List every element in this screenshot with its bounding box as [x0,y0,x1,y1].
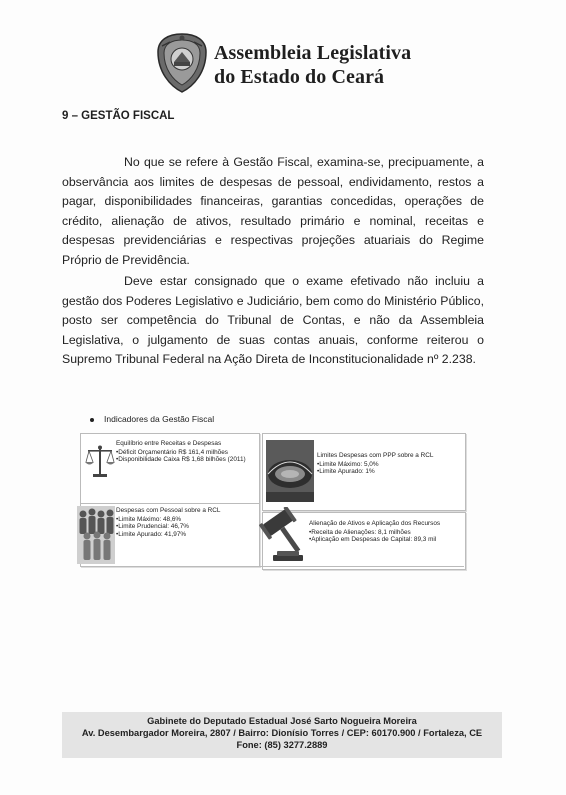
organization-name-line2: do Estado do Ceará [214,66,385,88]
organization-name-line1: Assembleia Legislativa [214,42,412,64]
footer [62,712,502,758]
box-ppp-item: •Limite Máximo: 5,0% [317,460,379,468]
box-assets-title: Alienação de Ativos e Aplicação dos Recursos [309,520,441,527]
bullet-icon [90,418,94,422]
indicators-heading-text: Indicadores da Gestão Fiscal [104,414,215,424]
box-personnel-title: Despesas com Pessoal sobre a RCL [116,507,221,514]
footer-office: Gabinete do Deputado Estadual José Sarto Nogueira Moreira [147,716,417,726]
indicator-box-ppp [262,433,466,511]
stadium-icon [266,440,314,502]
box-assets-item: •Aplicação em Despesas de Capital: 89,3 mil [309,536,437,543]
box-personnel-item: •Limite Apurado: 41,97% [116,530,187,538]
indicator-box-personnel [80,503,260,567]
footer-address: Av. Desembargador Moreira, 2807 / Bairro: Dionísio Torres / CEP: 60170.900 / Fortaleza, CE [81,728,483,738]
box-ppp-title: Limites Despesas com PPP sobre a RCL [317,452,434,459]
box-assets-item: •Receita de Alienações: 8,1 milhões [309,528,411,536]
indicator-box-assets [262,512,466,570]
box-ppp-item: •Limite Apurado: 1% [317,468,375,475]
box-balance-title: Equilíbrio entre Receitas e Despesas [116,440,222,447]
indicators-divider [80,566,464,567]
indicators-heading [90,414,214,424]
letterhead [150,30,450,100]
paragraph-scope: Deve estar consignado que o exame efetivado não incluiu a gestão dos Poderes Legislativo e Judiciário, bem como do Ministério Público, posto ser competência do Tribunal de Contas, e não da Assembleia Legislativa, o julgamento de suas contas anuais, conforme reiterou o Supremo Tribunal Federal na Ação Direta de Inconstitucionalidade nº 2.238. [62,274,484,367]
footer-phone: Fone: (85) 3277.2889 [236,740,328,750]
box-balance-item: •Disponibilidade Caixa R$ 1,68 bilhões (2011) [116,456,246,463]
box-personnel-item: •Limite Máximo: 48,6% [116,515,182,523]
box-personnel-item: •Limite Prudencial: 46,7% [116,523,189,530]
section-title: 9 – GESTÃO FISCAL [62,110,175,122]
scales-icon [85,444,115,478]
gavel-icon [255,507,307,565]
paragraph-fiscal-management: No que se refere à Gestão Fiscal, examina-se, precipuamente, a observância aos limites de despesas de pessoal, endividamento, restos a pagar, disponibilidades financeiras, garantias concedidas, operações de crédito, alienação de ativos, resultado primário e nominal, receitas e despesas previdenciárias e respectivas projeções atuariais do Regime Próprio de Previdência. [62,155,484,267]
state-coat-of-arms-icon [156,32,208,94]
box-balance-item: •Déficit Orçamentário R$ 161,4 milhões [116,448,228,456]
indicator-box-balance [80,433,260,505]
people-crowd-icon [77,506,115,564]
